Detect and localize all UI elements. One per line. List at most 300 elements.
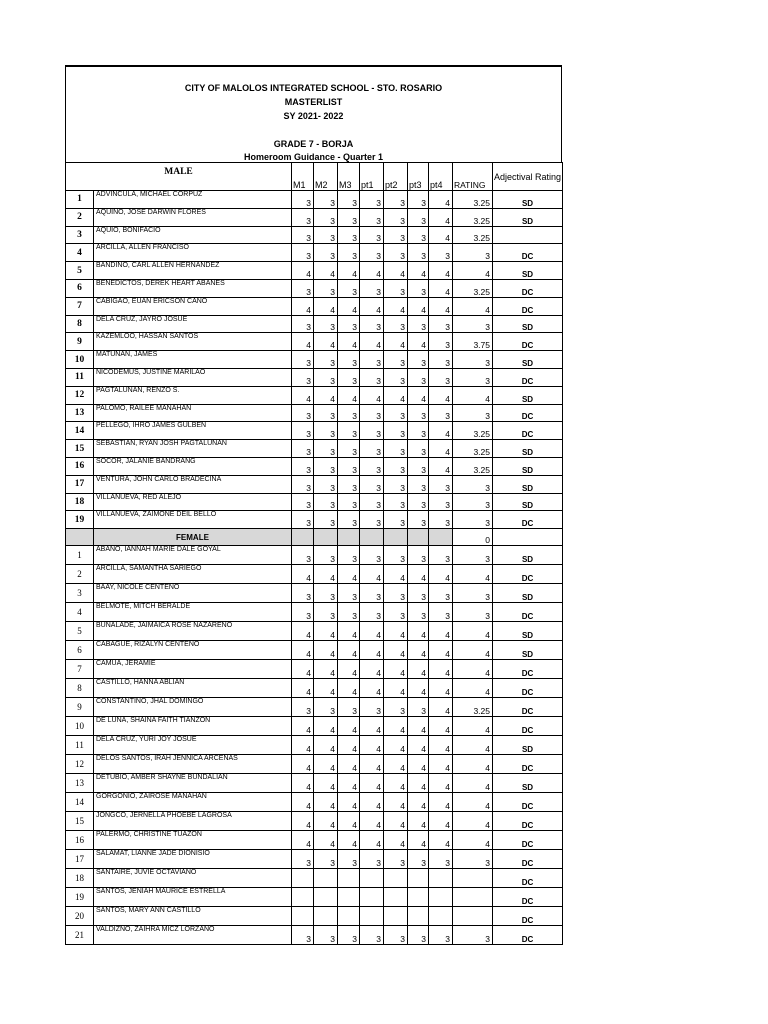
student-name: CABIGAO, EUAN ERICSON CANO [94, 297, 292, 315]
student-number: 17 [66, 850, 94, 869]
score-cell: 3 [314, 926, 338, 945]
score-cell: 3 [292, 279, 314, 297]
score-cell: 3 [429, 244, 453, 262]
adjectival-cell: SD [493, 191, 563, 209]
score-cell: 4 [338, 774, 360, 793]
score-cell: 4 [429, 717, 453, 736]
score-cell: 3 [360, 493, 384, 511]
student-number: 1 [66, 546, 94, 565]
score-cell: 4 [292, 660, 314, 679]
score-cell: 3 [292, 475, 314, 493]
student-name: PAGTALUNAN, RENZO S. [94, 386, 292, 404]
adjectival-cell: DC [493, 511, 563, 529]
score-cell: 3 [408, 511, 429, 529]
score-cell: 4 [360, 660, 384, 679]
student-name: JONGCO, JERNELLA PHOEBE LAGROSA [94, 812, 292, 831]
score-cell [384, 907, 408, 926]
score-cell: 4 [429, 279, 453, 297]
score-cell: 3 [338, 603, 360, 622]
score-cell: 3 [314, 850, 338, 869]
score-cell: 4 [338, 831, 360, 850]
rating-cell: 3 [453, 926, 493, 945]
score-cell: 4 [360, 622, 384, 641]
student-name: AQUINO, JOSE DARWIN FLORES [94, 208, 292, 226]
student-row [66, 297, 563, 315]
score-cell: 4 [384, 641, 408, 660]
score-cell: 3 [314, 603, 338, 622]
score-cell [314, 907, 338, 926]
score-cell: 4 [338, 717, 360, 736]
score-cell: 3 [292, 226, 314, 244]
student-number: 19 [66, 511, 94, 529]
score-cell: 3 [429, 926, 453, 945]
student-row [66, 812, 563, 831]
score-cell: 3 [360, 315, 384, 333]
student-number: 11 [66, 368, 94, 386]
school-year: SY 2021- 2022 [283, 111, 344, 121]
score-cell: 4 [314, 717, 338, 736]
student-name: ADVINCULA, MICHAEL CORPUZ [94, 191, 292, 209]
score-cell: 3 [338, 511, 360, 529]
score-cell: 3 [292, 546, 314, 565]
score-cell: 3 [408, 226, 429, 244]
student-number: 13 [66, 404, 94, 422]
student-name: SEBASTIAN, RYAN JOSH PAGTALUNAN [94, 440, 292, 458]
score-cell: 4 [408, 812, 429, 831]
score-cell: 4 [429, 679, 453, 698]
student-number: 15 [66, 812, 94, 831]
student-name: VENTURA, JOHN CARLO BRADECINA [94, 475, 292, 493]
score-cell [360, 869, 384, 888]
score-cell: 3 [429, 850, 453, 869]
empty-cell [292, 529, 314, 546]
col-m3: M3 [338, 163, 360, 191]
score-cell: 4 [314, 679, 338, 698]
student-name: DELA CRUZ, JAYRO JOSUE [94, 315, 292, 333]
score-cell: 3 [408, 457, 429, 475]
score-cell: 4 [408, 641, 429, 660]
score-cell: 4 [384, 755, 408, 774]
student-row [66, 850, 563, 869]
student-name: SALAMAT, LIANNE JADE DIONISIO [94, 850, 292, 869]
score-cell [429, 888, 453, 907]
score-cell: 3 [360, 584, 384, 603]
score-cell: 4 [408, 660, 429, 679]
student-row [66, 717, 563, 736]
score-cell [338, 907, 360, 926]
adjectival-cell: SD [493, 641, 563, 660]
student-number: 18 [66, 493, 94, 511]
score-cell: 4 [360, 831, 384, 850]
score-cell: 3 [360, 546, 384, 565]
score-cell: 3 [429, 351, 453, 369]
empty-cell [493, 529, 563, 546]
score-cell: 4 [292, 333, 314, 351]
student-number: 16 [66, 831, 94, 850]
score-cell [292, 869, 314, 888]
score-cell: 3 [408, 404, 429, 422]
col-pt3: pt3 [408, 163, 429, 191]
student-row [66, 422, 563, 440]
score-cell: 4 [360, 755, 384, 774]
student-row [66, 368, 563, 386]
rating-cell: 3 [453, 546, 493, 565]
score-cell: 3 [384, 422, 408, 440]
empty-cell [384, 529, 408, 546]
score-cell: 4 [408, 831, 429, 850]
adjectival-cell: DC [493, 793, 563, 812]
score-cell: 4 [292, 793, 314, 812]
score-cell: 3 [384, 279, 408, 297]
student-row [66, 736, 563, 755]
score-cell: 3 [360, 191, 384, 209]
score-cell: 3 [408, 422, 429, 440]
rating-cell: 3.25 [453, 191, 493, 209]
student-name: PELLEGO, IHRO JAMES GULBEN [94, 422, 292, 440]
student-row [66, 584, 563, 603]
score-cell: 3 [314, 546, 338, 565]
score-cell: 3 [314, 422, 338, 440]
score-cell: 3 [384, 584, 408, 603]
rating-cell: 3.25 [453, 698, 493, 717]
score-cell: 4 [384, 297, 408, 315]
score-cell: 3 [314, 404, 338, 422]
score-cell: 4 [292, 386, 314, 404]
score-cell: 4 [384, 622, 408, 641]
score-cell: 3 [314, 208, 338, 226]
student-row [66, 774, 563, 793]
score-cell: 3 [360, 698, 384, 717]
score-cell: 4 [292, 736, 314, 755]
score-cell: 4 [360, 793, 384, 812]
score-cell: 3 [360, 440, 384, 458]
score-cell: 3 [314, 440, 338, 458]
adjectival-cell: DC [493, 926, 563, 945]
female-rating-cell: 0 [453, 529, 493, 546]
score-cell: 3 [338, 440, 360, 458]
score-cell: 3 [360, 279, 384, 297]
score-cell: 4 [360, 717, 384, 736]
score-cell: 4 [338, 736, 360, 755]
score-cell: 3 [408, 244, 429, 262]
score-cell [429, 907, 453, 926]
rating-cell: 3.25 [453, 208, 493, 226]
score-cell: 4 [314, 774, 338, 793]
score-cell: 4 [384, 386, 408, 404]
score-cell: 3 [292, 351, 314, 369]
adjectival-cell: DC [493, 831, 563, 850]
score-cell: 3 [338, 208, 360, 226]
adjectival-cell: DC [493, 603, 563, 622]
student-number: 15 [66, 440, 94, 458]
student-row [66, 907, 563, 926]
adjectival-cell: DC [493, 717, 563, 736]
score-cell: 3 [314, 226, 338, 244]
score-cell: 3 [408, 315, 429, 333]
student-name: PALOMO, RAILEE MANAHAN [94, 404, 292, 422]
rating-cell: 4 [453, 386, 493, 404]
score-cell: 4 [408, 755, 429, 774]
student-number: 16 [66, 457, 94, 475]
adjectival-cell: SD [493, 315, 563, 333]
score-cell: 3 [292, 926, 314, 945]
score-cell: 3 [314, 511, 338, 529]
student-number: 9 [66, 333, 94, 351]
score-cell: 4 [292, 774, 314, 793]
score-cell: 4 [384, 717, 408, 736]
score-cell [384, 888, 408, 907]
student-row [66, 926, 563, 945]
student-row [66, 333, 563, 351]
col-pt2: pt2 [384, 163, 408, 191]
student-number: 2 [66, 208, 94, 226]
rating-cell: 4 [453, 736, 493, 755]
score-cell: 4 [314, 622, 338, 641]
score-cell: 3 [429, 603, 453, 622]
student-number: 11 [66, 736, 94, 755]
adjectival-cell: DC [493, 368, 563, 386]
sheet-header [65, 65, 562, 162]
score-cell: 3 [360, 850, 384, 869]
score-cell: 4 [429, 422, 453, 440]
student-number: 10 [66, 717, 94, 736]
student-row [66, 793, 563, 812]
school-name: CITY OF MALOLOS INTEGRATED SCHOOL - STO. ROSARIO [184, 83, 443, 93]
student-name: DE LUNA, SHAINA FAITH TIANZON [94, 717, 292, 736]
score-cell: 3 [314, 279, 338, 297]
score-cell: 4 [360, 386, 384, 404]
score-cell: 3 [338, 475, 360, 493]
score-cell: 4 [384, 660, 408, 679]
student-number: 21 [66, 926, 94, 945]
student-number: 4 [66, 244, 94, 262]
student-name: BELMOTE, MITCH BERALDE [94, 603, 292, 622]
adjectival-cell: DC [493, 404, 563, 422]
rating-cell: 4 [453, 793, 493, 812]
score-cell: 4 [429, 736, 453, 755]
female-blank-cell [66, 529, 94, 546]
rating-cell: 3 [453, 404, 493, 422]
score-cell [429, 869, 453, 888]
score-cell: 4 [292, 622, 314, 641]
score-cell: 4 [360, 736, 384, 755]
score-cell: 3 [314, 475, 338, 493]
student-row [66, 440, 563, 458]
score-cell: 4 [338, 333, 360, 351]
score-cell: 4 [338, 641, 360, 660]
score-cell: 4 [292, 831, 314, 850]
student-row [66, 679, 563, 698]
score-cell [338, 888, 360, 907]
student-number: 7 [66, 660, 94, 679]
score-cell: 4 [338, 262, 360, 280]
student-row [66, 869, 563, 888]
score-cell: 4 [360, 641, 384, 660]
subject-quarter: Homeroom Guidance - Quarter 1 [243, 152, 384, 162]
rating-cell: 3 [453, 493, 493, 511]
empty-cell [338, 529, 360, 546]
score-cell: 4 [314, 812, 338, 831]
student-row [66, 622, 563, 641]
adjectival-cell: DC [493, 333, 563, 351]
adjectival-cell: SD [493, 493, 563, 511]
score-cell: 3 [360, 404, 384, 422]
score-cell: 4 [384, 333, 408, 351]
score-cell: 3 [314, 584, 338, 603]
score-cell: 4 [292, 262, 314, 280]
student-name: SANTOS, MARY ANN CASTILLO [94, 907, 292, 926]
score-cell: 4 [429, 262, 453, 280]
score-cell: 3 [338, 279, 360, 297]
student-name: CASTILLO, HANNA ABLIAN [94, 679, 292, 698]
student-row [66, 565, 563, 584]
score-cell [408, 869, 429, 888]
student-name: SANTAIRE, JUVIE OCTAVIANO [94, 869, 292, 888]
score-cell: 3 [360, 368, 384, 386]
adjectival-cell [493, 226, 563, 244]
score-cell: 4 [360, 774, 384, 793]
score-cell: 4 [429, 191, 453, 209]
student-row [66, 603, 563, 622]
score-cell: 4 [314, 333, 338, 351]
score-cell: 3 [429, 475, 453, 493]
rating-cell: 3 [453, 368, 493, 386]
student-row [66, 831, 563, 850]
score-cell: 4 [360, 565, 384, 584]
student-row [66, 888, 563, 907]
score-cell: 3 [408, 475, 429, 493]
score-cell [338, 869, 360, 888]
student-row [66, 351, 563, 369]
score-cell: 3 [408, 546, 429, 565]
male-header: MALE [66, 163, 292, 191]
score-cell: 3 [408, 351, 429, 369]
score-cell: 3 [292, 440, 314, 458]
score-cell: 4 [314, 297, 338, 315]
student-row [66, 208, 563, 226]
student-number: 13 [66, 774, 94, 793]
score-cell: 4 [292, 812, 314, 831]
rating-cell: 3.25 [453, 457, 493, 475]
student-row [66, 262, 563, 280]
score-cell: 4 [360, 333, 384, 351]
rating-cell [453, 869, 493, 888]
student-number: 19 [66, 888, 94, 907]
student-name: GORGONIO, ZAIROSE MANAHAN [94, 793, 292, 812]
score-cell: 3 [292, 511, 314, 529]
score-cell: 4 [408, 333, 429, 351]
score-cell: 3 [408, 440, 429, 458]
female-header: FEMALE [94, 529, 292, 546]
student-number: 5 [66, 622, 94, 641]
score-cell [360, 907, 384, 926]
rating-cell: 4 [453, 297, 493, 315]
score-cell: 3 [429, 511, 453, 529]
rating-cell: 3 [453, 351, 493, 369]
score-cell: 3 [338, 493, 360, 511]
student-name: BUNALADE, JAIMAICA ROSE NAZARENO [94, 622, 292, 641]
score-cell: 4 [338, 812, 360, 831]
score-cell: 4 [360, 262, 384, 280]
score-cell: 3 [408, 584, 429, 603]
student-name: VILLANUEVA, ZAIMONE DEIL BELLO [94, 511, 292, 529]
col-m2: M2 [314, 163, 338, 191]
score-cell: 4 [314, 386, 338, 404]
score-cell: 3 [292, 191, 314, 209]
score-cell: 3 [408, 208, 429, 226]
student-name: VILLANUEVA, RED ALEJO [94, 493, 292, 511]
adjectival-cell: SD [493, 457, 563, 475]
score-cell: 3 [384, 603, 408, 622]
score-cell: 3 [408, 279, 429, 297]
score-cell: 4 [338, 297, 360, 315]
score-cell: 3 [292, 244, 314, 262]
score-cell: 3 [384, 208, 408, 226]
score-cell: 3 [292, 493, 314, 511]
score-cell: 3 [384, 351, 408, 369]
score-cell: 4 [429, 641, 453, 660]
score-cell: 3 [384, 226, 408, 244]
student-name: DETUBIO, AMBER SHAYNE BUNDALIAN [94, 774, 292, 793]
student-name: DELA CRUZ, YURI JOY JOSUE [94, 736, 292, 755]
score-cell: 4 [384, 679, 408, 698]
score-cell: 3 [360, 422, 384, 440]
score-cell: 3 [292, 850, 314, 869]
student-name: NICODEMUS, JUSTINE MARILAO [94, 368, 292, 386]
rating-cell: 3 [453, 315, 493, 333]
adjectival-cell: DC [493, 850, 563, 869]
score-cell: 3 [384, 511, 408, 529]
student-row [66, 191, 563, 209]
student-name: BANDINO, CARL ALLEN HERNANDEZ [94, 262, 292, 280]
score-cell: 3 [429, 584, 453, 603]
student-number: 6 [66, 641, 94, 660]
score-cell [360, 888, 384, 907]
student-row [66, 511, 563, 529]
student-name: BENEDICTOS, DEREK HEART ABANES [94, 279, 292, 297]
adjectival-cell: DC [493, 679, 563, 698]
score-cell: 4 [429, 457, 453, 475]
score-cell [384, 869, 408, 888]
score-cell: 3 [338, 351, 360, 369]
student-name: KAZEMLOO, HASSAN SANTOS [94, 333, 292, 351]
score-cell: 3 [338, 584, 360, 603]
adjectival-cell: SD [493, 386, 563, 404]
score-cell: 3 [338, 244, 360, 262]
grades-table [65, 162, 563, 945]
score-cell: 3 [360, 457, 384, 475]
score-cell [408, 888, 429, 907]
score-cell: 3 [292, 315, 314, 333]
adjectival-cell: SD [493, 208, 563, 226]
score-cell: 3 [408, 698, 429, 717]
score-cell [314, 869, 338, 888]
score-cell: 3 [384, 850, 408, 869]
student-row [66, 546, 563, 565]
score-cell: 4 [408, 679, 429, 698]
score-cell [292, 888, 314, 907]
rating-cell: 4 [453, 641, 493, 660]
score-cell: 3 [292, 208, 314, 226]
score-cell: 4 [338, 679, 360, 698]
score-cell: 3 [338, 546, 360, 565]
score-cell: 3 [384, 315, 408, 333]
student-number: 14 [66, 793, 94, 812]
score-cell: 4 [314, 262, 338, 280]
score-cell: 4 [429, 831, 453, 850]
student-name: BAAY, NICOLE CENTENO [94, 584, 292, 603]
column-header-row [66, 163, 563, 191]
